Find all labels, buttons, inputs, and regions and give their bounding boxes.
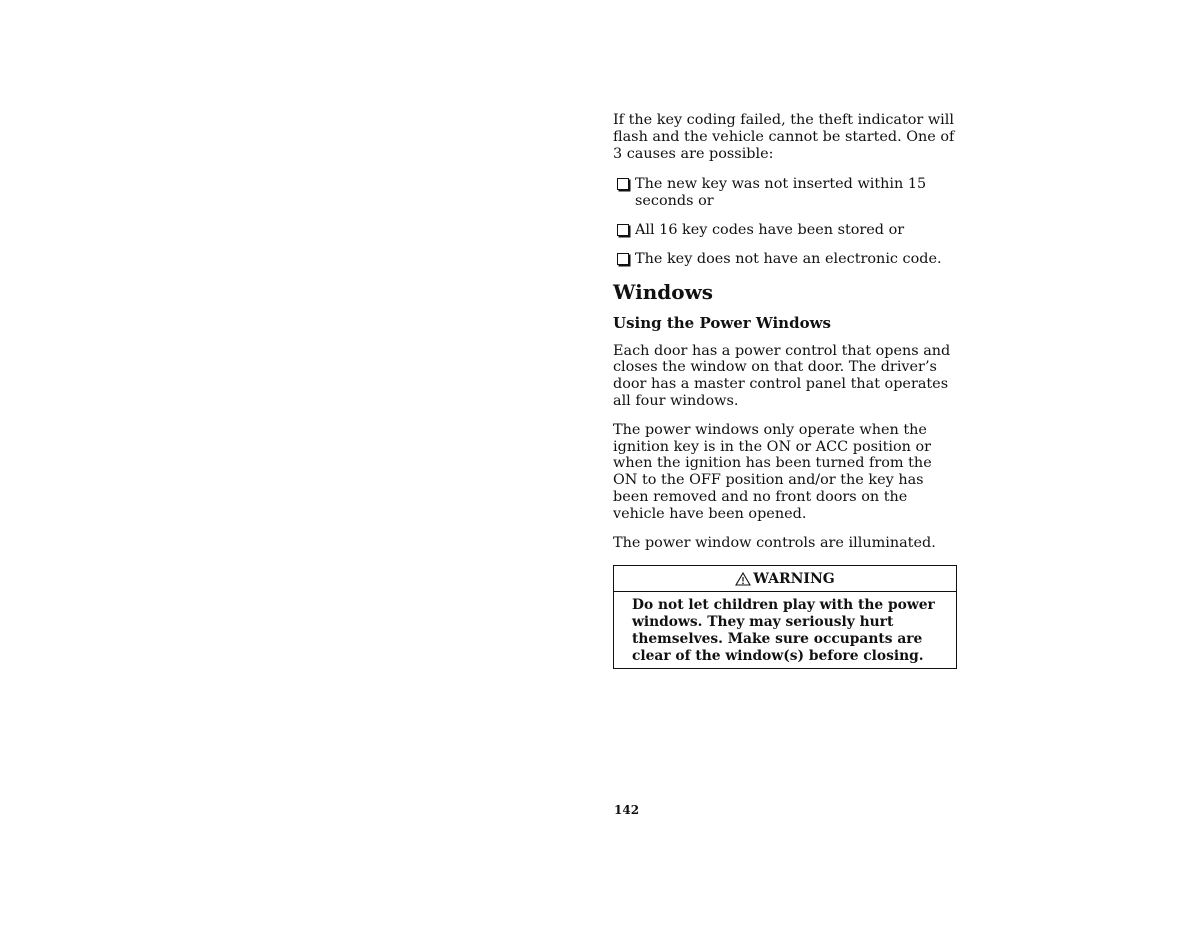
bullet-item [613, 251, 958, 268]
bullet-text: All 16 key codes have been stored or [635, 221, 905, 238]
bullet-text: The new key was not inserted within 15 seconds or [635, 176, 927, 210]
checkbox-icon [617, 224, 629, 236]
subsection-title: Using the Power Windows [613, 313, 831, 332]
body-paragraph: The power window controls are illuminated. [613, 534, 936, 551]
warning-title: WARNING [753, 571, 835, 588]
bullet-item [613, 176, 958, 210]
warning-header [614, 566, 956, 592]
body-paragraph: Each door has a power control that opens and closes the window on that door. The driver’s door has a master control panel that operates all four windows. [613, 342, 951, 409]
warning-box [613, 565, 957, 668]
page-number: 142 [614, 803, 640, 817]
section-title: Windows [613, 279, 714, 304]
warning-text: Do not let children play with the power windows. They may seriously hurt themselves. Make sure occupants are clear of the window(s) before closing. [632, 597, 935, 664]
warning-triangle-icon [735, 572, 751, 586]
body-paragraph: The power windows only operate when the ignition key is in the ON or ACC position or when the ignition has been turned from the ON to the OFF position and/or the key has been removed and no front doors on the vehicle have been opened. [613, 421, 932, 522]
page-content [613, 112, 958, 669]
checkbox-icon [617, 253, 629, 265]
bullet-text: The key does not have an electronic code. [635, 250, 942, 267]
bullet-item [613, 222, 958, 239]
intro-paragraph: If the key coding failed, the theft indicator will flash and the vehicle cannot be started. One of 3 causes are possible: [613, 112, 955, 162]
checkbox-icon [617, 178, 629, 190]
